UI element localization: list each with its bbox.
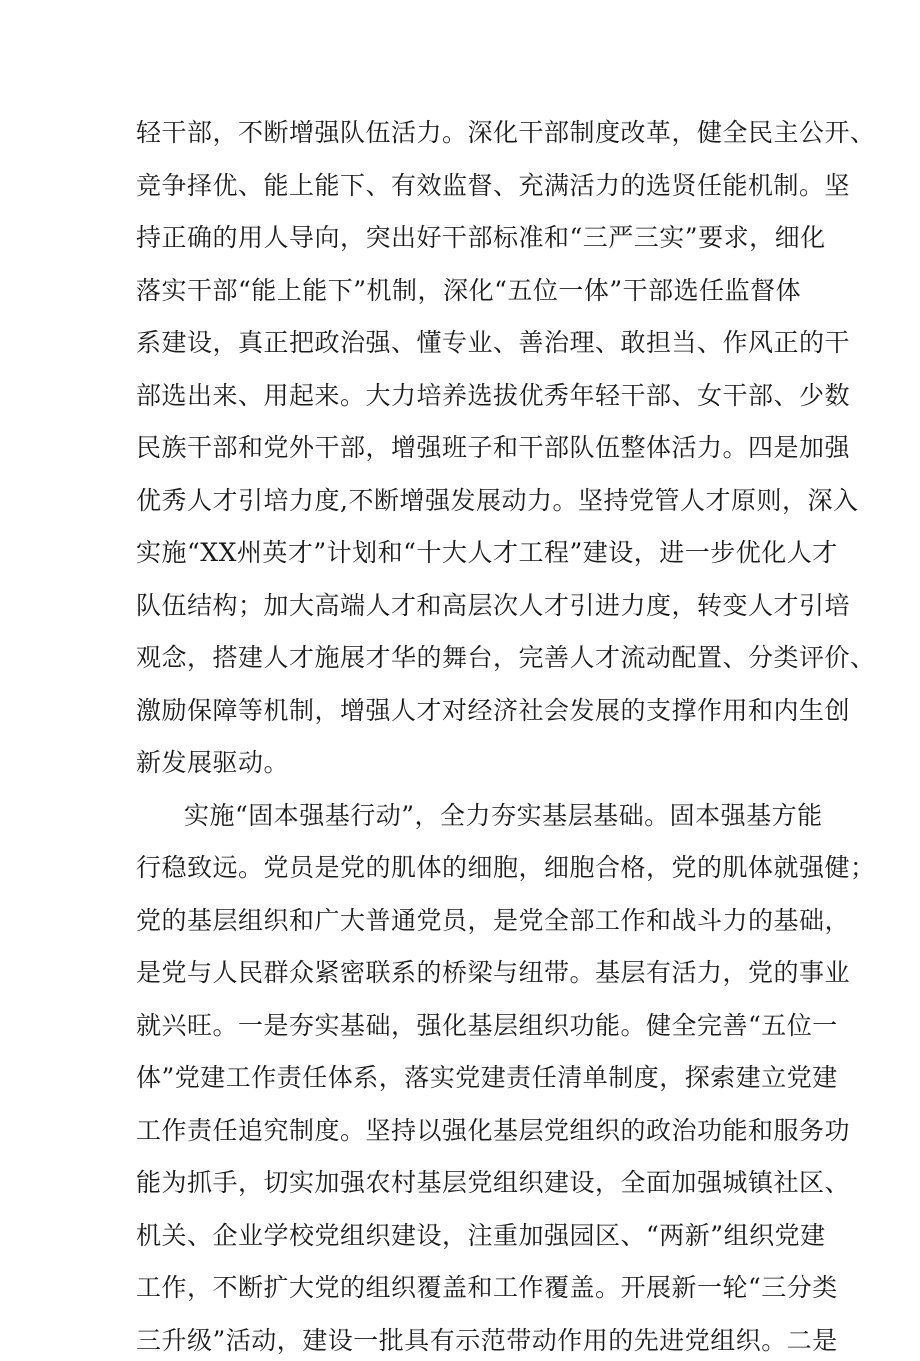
- text-line: 激励保障等机制，增强人才对经济社会发展的支撑作用和内生创: [136, 695, 851, 725]
- text-line: 党的基层组织和广大普通党员，是党全部工作和战斗力的基础，: [136, 905, 851, 935]
- text-line: 轻干部，不断增强队伍活力。深化干部制度改革，健全民主公开、: [136, 118, 876, 147]
- text-line: 体”党建工作责任体系，落实党建责任清单制度，探索建立党建: [136, 1063, 838, 1092]
- text-line: 落实干部“能上能下”机制，深化“五位一体”干部选任监督体: [136, 275, 802, 305]
- text-line: 部选出来、用起来。大力培养选拔优秀年轻干部、女干部、少数: [136, 380, 851, 410]
- text-line: 队伍结构；加大高端人才和高层次人才引进力度，转变人才引培: [136, 590, 851, 620]
- text-line: 工作责任追究制度。坚持以强化基层党组织的政治功能和服务功: [136, 1115, 851, 1145]
- text-line: 优秀人才引培力度,不断增强发展动力。坚持党管人才原则，深入: [136, 485, 859, 515]
- text-line: 能为抓手，切实加强农村基层党组织建设，全面加强城镇社区、: [136, 1168, 851, 1197]
- text-line: 是党与人民群众紧密联系的桥梁与纽带。基层有活力，党的事业: [136, 958, 851, 987]
- text-line: 三升级”活动，建设一批具有示范带动作用的先进党组织。二是: [136, 1325, 838, 1355]
- text-line: 系建设，真正把政治强、懂专业、善治理、敢担当、作风正的干: [136, 328, 851, 357]
- text-line: 就兴旺。一是夯实基础，强化基层组织功能。健全完善“五位一: [136, 1010, 838, 1040]
- text-line: 观念，搭建人才施展才华的舞台，完善人才流动配置、分类评价、: [136, 643, 876, 672]
- text-line: 民族干部和党外干部，增强班子和干部队伍整体活力。四是加强: [136, 433, 851, 462]
- text-line: 实施“XX州英才”计划和“十大人才工程”建设，进一步优化人才: [136, 538, 838, 567]
- text-line: 工作，不断扩大党的组织覆盖和工作覆盖。开展新一轮“三分类: [136, 1273, 838, 1302]
- text-line: 竞争择优、能上能下、有效监督、充满活力的选贤任能机制。坚: [136, 170, 851, 200]
- text-line: 行稳致远。党员是党的肌体的细胞，细胞合格，党的肌体就强健；: [136, 853, 876, 882]
- text-line: 持正确的用人导向，突出好干部标准和“三严三实”要求，细化: [136, 223, 826, 252]
- text-line: 机关、企业学校党组织建设，注重加强园区、“两新”组织党建: [136, 1220, 826, 1250]
- text-line: 实施“固本强基行动”，全力夯实基层基础。固本强基方能: [184, 800, 823, 830]
- text-line: 新发展驱动。: [136, 748, 290, 777]
